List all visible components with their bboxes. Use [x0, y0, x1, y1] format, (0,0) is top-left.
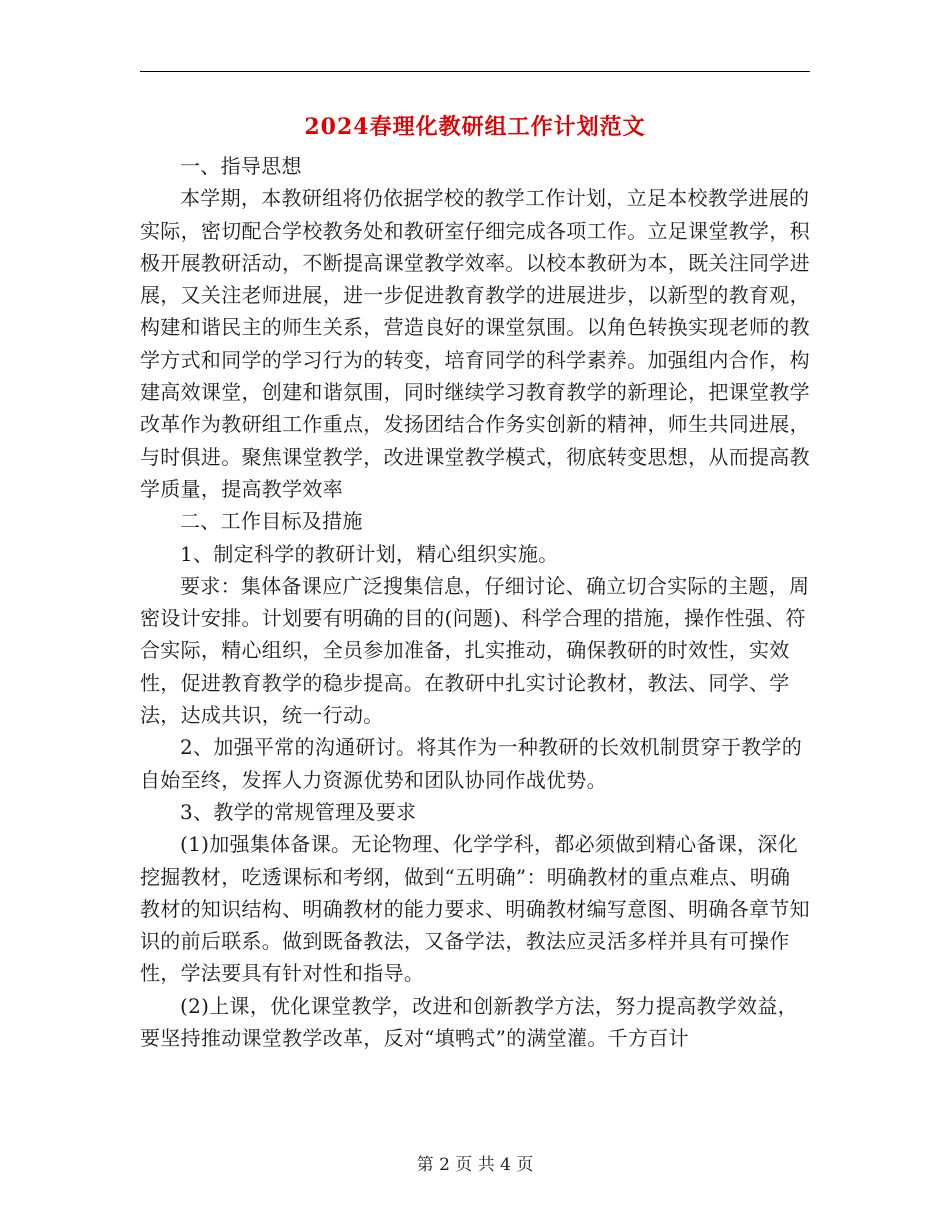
document-body	[140, 150, 810, 1054]
item-3-1-lesson-prep: (1)加强集体备课。无论物理、化学学科，都必须做到精心备课，深化挖掘教材，吃透课标和考纲，做到“五明确”：明确教材的重点难点、明确教材的知识结构、明确教材的能力要求、明确教材编写意图、明确各章节知识的前后联系。做到既备教法，又备学法，教法应灵活多样并具有可操作性，学法要具有针对性和指导。	[140, 832, 810, 986]
item-1-requirements: 要求：集体备课应广泛搜集信息，仔细讨论、确立切合实际的主题，周密设计安排。计划要有明确的目的(问题)、科学合理的措施，操作性强、符合实际，精心组织，全员参加准备，扎实推动，确保教研的时效性，实效性，促进教育教学的稳步提高。在教研中扎实讨论教材，教法、同学、学法，达成共识，统一行动。	[140, 573, 810, 728]
item-3-heading: 3、教学的常规管理及要求	[180, 799, 417, 824]
page-number-footer: 第 2 页 共 4 页	[416, 1155, 534, 1175]
section-heading-guiding-ideology: 一、指导思想	[180, 154, 302, 178]
paragraph-guiding-ideology: 本学期，本教研组将仍依据学校的教学工作计划，立足本校教学进展的实际，密切配合学校教务处和教研室仔细完成各项工作。立足课堂教学，积极开展教研活动，不断提高课堂教学效率。以校本教研为本，既关注同学进展，又关注老师进展，进一步促进教育教学的进展进步，以新型的教育观，构建和谐民主的师生关系，营造良好的课堂氛围。以角色转换实现老师的教学方式和同学的学习行为的转变，培育同学的科学素养。加强组内合作，构建高效课堂，创建和谐氛围，同时继续学习教育教学的新理论，把课堂教学改革作为教研组工作重点，发扬团结合作务实创新的精神，师生共同进展，与时俱进。聚焦课堂教学，改进课堂教学模式，彻底转变思想，从而提高教学质量，提高教学效率	[140, 186, 810, 501]
document-title: 2024春理化教研组工作计划范文	[304, 114, 646, 140]
section-heading-goals-measures: 二、工作目标及措施	[180, 509, 363, 534]
item-2-communication: 2、加强平常的沟通研讨。将其作为一种教研的长效机制贯穿于教学的自始至终，发挥人力资源优势和团队协同作战优势。	[140, 735, 803, 792]
item-1-heading: 1、制定科学的教研计划，精心组织实施。	[180, 541, 559, 566]
header-rule	[140, 71, 810, 72]
item-3-2-classroom: (2)上课，优化课堂教学，改进和创新教学方法，努力提高教学效益，要坚持推动课堂教学改革，反对“填鸭式”的满堂灌。千方百计	[140, 993, 798, 1051]
